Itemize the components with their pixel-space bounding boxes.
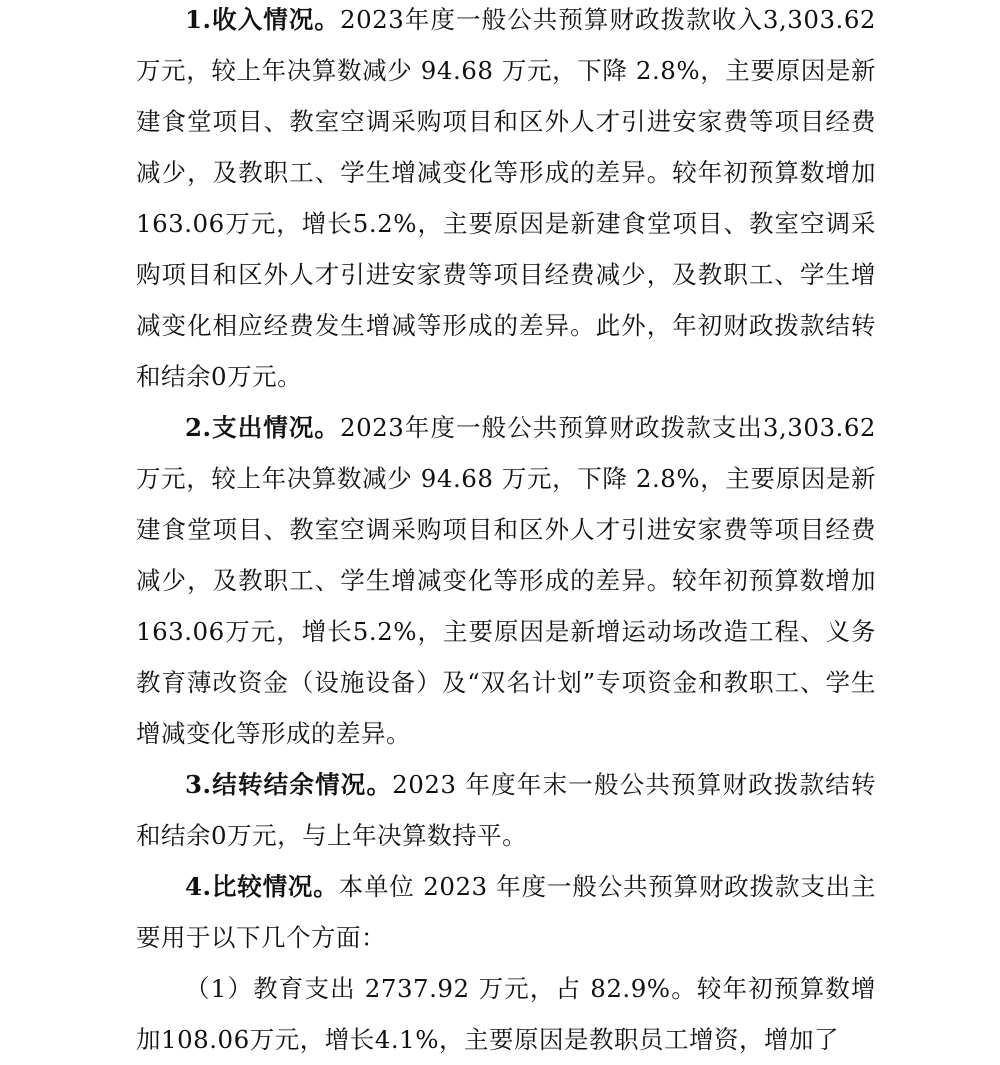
section-heading-income: 1.收入情况。 [185, 5, 340, 34]
paragraph-education-expenditure [136, 963, 876, 1065]
paragraph-text-expenditure: 2023年度一般公共预算财政拨款支出3,303.62万元，较上年决算数减少 94.68 万元，下降 2.8%，主要原因是新建食堂项目、教室空调采购项目和区外人才引进安家费等项目经费减少，及教职工、学生增减变化等形成的差异。较年初预算数增加163.06万元，增长5.2%，主要原因是新增运动场改造工程、义务教育薄改资金（设施设备）及“双名计划”专项资金和教职工、学生增减变化等形成的差异。 [136, 413, 876, 748]
section-heading-expenditure: 2.支出情况。 [185, 413, 340, 442]
paragraph-income [136, 0, 876, 402]
paragraph-comparison [136, 861, 876, 963]
paragraph-expenditure [136, 402, 876, 759]
paragraph-text-income: 2023年度一般公共预算财政拨款收入3,303.62万元，较上年决算数减少 94.68 万元，下降 2.8%，主要原因是新建食堂项目、教室空调采购项目和区外人才引进安家费等项目经费减少，及教职工、学生增减变化等形成的差异。较年初预算数增加163.06万元，增长5.2%，主要原因是新建食堂项目、教室空调采购项目和区外人才引进安家费等项目经费减少，及教职工、学生增减变化相应经费发生增减等形成的差异。此外，年初财政拨款结转和结余0万元。 [136, 5, 876, 391]
paragraph-carryover [136, 759, 876, 861]
paragraph-text-carryover: 2023 年度年末一般公共预算财政拨款结转和结余0万元，与上年决算数持平。 [136, 770, 876, 850]
section-heading-comparison: 4.比较情况。 [185, 872, 339, 901]
paragraph-text-comparison: 本单位 2023 年度一般公共预算财政拨款支出主要用于以下几个方面： [136, 872, 876, 952]
section-heading-carryover: 3.结转结余情况。 [185, 770, 393, 799]
document-page [136, 0, 876, 1065]
paragraph-text-education: （1）教育支出 2737.92 万元，占 82.9%。较年初预算数增加108.06万元，增长4.1%，主要原因是教职员工增资，增加了 [136, 974, 876, 1054]
